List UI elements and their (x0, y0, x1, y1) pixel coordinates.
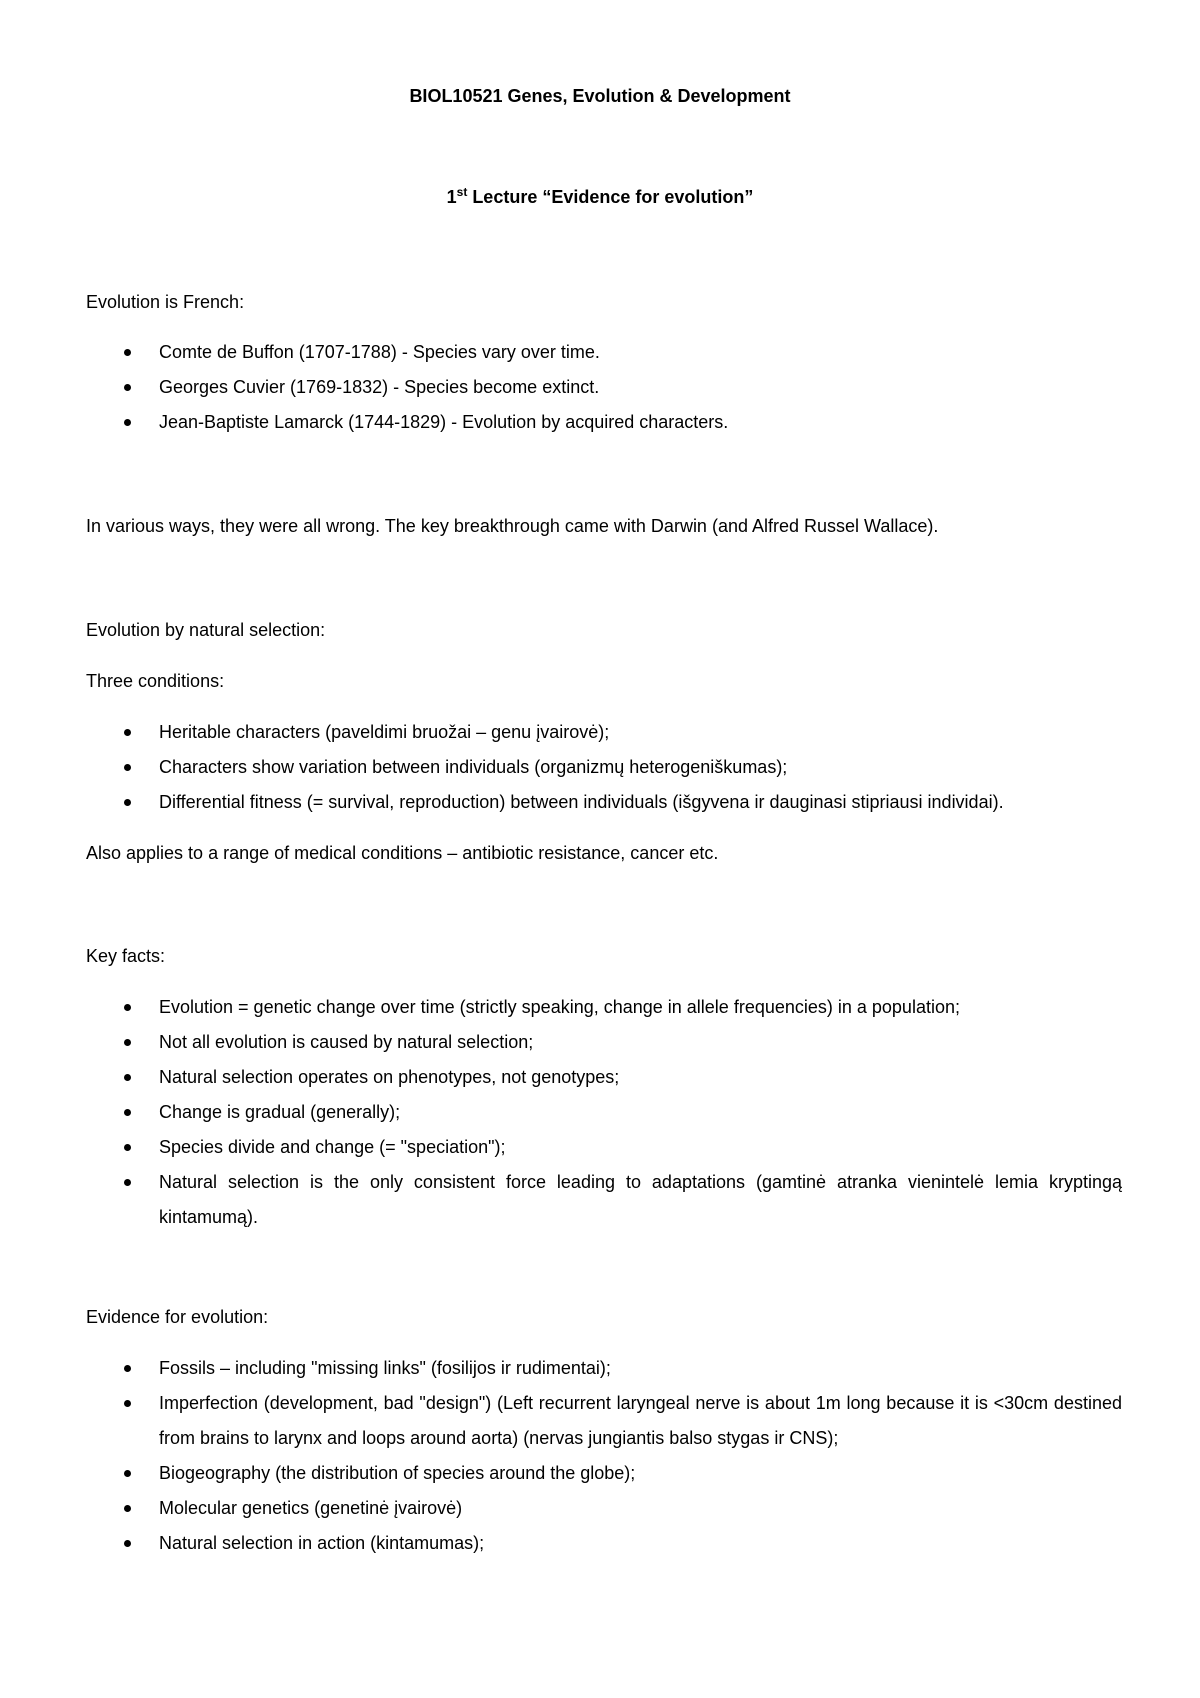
bullet-icon (124, 1179, 131, 1186)
lecture-title-text: Lecture “Evidence for evolution” (467, 187, 754, 207)
section-heading-key-facts: Key facts: (86, 946, 166, 966)
bullet-icon (124, 1470, 131, 1477)
list-item-text: Fossils – including "missing links" (fosilijos ir rudimentai); (159, 1358, 611, 1378)
breakthrough-paragraph: In various ways, they were all wrong. The key breakthrough came with Darwin (and Alfred Russel Wallace). (86, 516, 939, 536)
list-item-text: Species divide and change (= "speciation"); (159, 1137, 506, 1157)
bullet-icon (124, 1039, 131, 1046)
bullet-icon (124, 1505, 131, 1512)
list-item-text: Change is gradual (generally); (159, 1102, 401, 1122)
section-heading-evidence: Evidence for evolution: (86, 1307, 269, 1327)
list-item-text: Jean-Baptiste Lamarck (1744-1829) - Evolution by acquired characters. (159, 412, 729, 432)
list-item-text: Evolution = genetic change over time (strictly speaking, change in allele frequencies) in a population; (159, 997, 960, 1017)
list-item-text: Not all evolution is caused by natural selection; (159, 1032, 534, 1052)
list-item-text: Heritable characters (paveldimi bruožai – genu įvairovė); (159, 722, 610, 742)
bullet-icon (124, 729, 131, 736)
course-title: BIOL10521 Genes, Evolution & Development (409, 86, 791, 106)
bullet-icon (124, 1365, 131, 1372)
section-heading-natural-selection: Evolution by natural selection: (86, 620, 326, 640)
list-item-text: Georges Cuvier (1769-1832) - Species become extinct. (159, 377, 600, 397)
lecture-number: 1 (446, 187, 457, 207)
subheading-three-conditions: Three conditions: (86, 671, 225, 691)
list-item-text: Natural selection is the only consistent force leading to adaptations (gamtinė atranka vienintelė lemia kryptingą kintamumą). (159, 1172, 1122, 1227)
bullet-icon (124, 419, 131, 426)
list-item-text: Natural selection operates on phenotypes, not genotypes; (159, 1067, 620, 1087)
bullet-icon (124, 349, 131, 356)
list-item-text: Natural selection in action (kintamumas); (159, 1533, 485, 1553)
bullet-icon (124, 384, 131, 391)
bullet-icon (124, 764, 131, 771)
lecture-ordinal-suffix: st (456, 185, 468, 199)
list-item-text: Molecular genetics (genetinė įvairovė) (159, 1498, 463, 1518)
bullet-icon (124, 1074, 131, 1081)
list-item-text: Comte de Buffon (1707-1788) - Species vary over time. (159, 342, 600, 362)
bullet-icon (124, 1400, 131, 1407)
bullet-icon (124, 1004, 131, 1011)
list-item-text: Imperfection (development, bad "design") (Left recurrent laryngeal nerve is about 1m long because it is <30cm destined from brains to larynx and loops around aorta) (nervas jungiantis balso stygas ir CNS); (159, 1393, 1122, 1448)
list-item-text: Characters show variation between individuals (organizmų heterogeniškumas); (159, 757, 788, 777)
section-heading-french: Evolution is French: (86, 292, 245, 312)
list-item-text: Biogeography (the distribution of species around the globe); (159, 1463, 636, 1483)
bullet-icon (124, 1144, 131, 1151)
bullet-icon (124, 799, 131, 806)
list-item-text: Differential fitness (= survival, reproduction) between individuals (išgyvena ir dauginasi stipriausi individai). (159, 792, 1004, 812)
bullet-icon (124, 1109, 131, 1116)
lecture-title (0, 187, 1200, 208)
bullet-icon (124, 1540, 131, 1547)
medical-conditions-note: Also applies to a range of medical conditions – antibiotic resistance, cancer etc. (86, 843, 719, 863)
